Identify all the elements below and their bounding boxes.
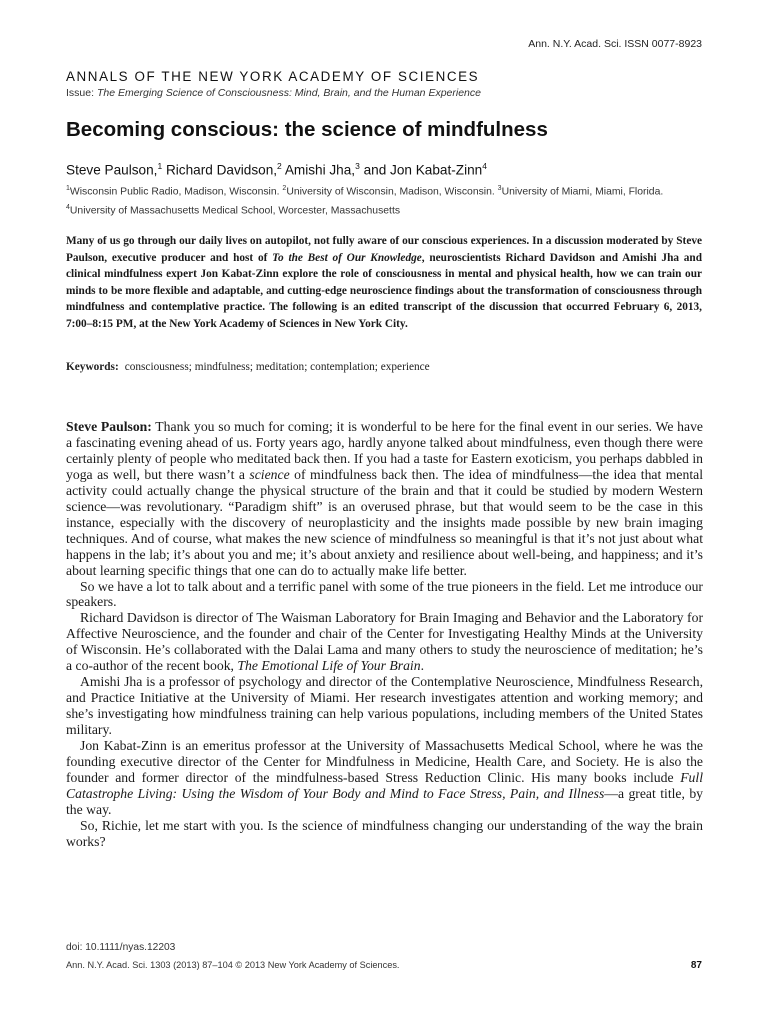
abstract [66,233,702,332]
paragraph-text: Richard Davidson is director of The Waisman Laboratory for Brain Imaging and Behavior and the Laboratory for Affective Neuroscience, and the founder and chair of the Center for Investigating Healthy Minds at the University of Wisconsin. He’s collaborated with the Dalai Lama and many others to study the neuroscience of meditation; he’s a co-author of the recent book, [66,610,703,674]
abstract-program-title: To the Best of Our Knowledge [272,251,422,264]
keywords-list: consciousness; mindfulness; meditation; contemplation; experience [124,361,430,373]
author-affiliation-marker: 2 [277,161,282,171]
paragraph: Amishi Jha is a professor of psychology and director of the Contemplative Neuroscience, Mindfulness Research, and Practice Initiative at the University of Miami. Her research investigates attention and working memory; and she’s investigating how mindfulness training can help various populations, including members of the United States military. [66,674,703,738]
author-affiliation-marker: 4 [482,161,487,171]
keywords-label: Keywords: [66,361,119,373]
author-name: Steve Paulson, [66,162,158,178]
article-body [66,419,703,850]
article-title: Becoming conscious: the science of mindfulness [66,118,548,141]
affiliation-marker: 4 [66,203,70,211]
paragraph-text: Thank you so much for coming; it is wonderful to be here for the final event in our series. We have a fascinating evening ahead of us. Forty years ago, hardly anyone talked about mindfulness, even though there were certainly plenty of people who meditated back then. If you had a taste for Eastern exoticism, you perhaps dabbled in yoga as well, but there wasn’t a [66,419,703,482]
issn-line: Ann. N.Y. Acad. Sci. ISSN 0077-8923 [528,38,702,50]
paragraph: So, Richie, let me start with you. Is the science of mindfulness changing our understanding of the way the brain works? [66,817,703,849]
issue-label: Issue: [66,87,95,99]
citation-line: Ann. N.Y. Acad. Sci. 1303 (2013) 87–104 © 2013 New York Academy of Sciences. [66,960,400,970]
paragraph [66,610,703,674]
affiliation-marker: 1 [66,185,70,192]
affiliation-marker: 2 [282,185,287,192]
paragraph-text: —a great title, by the way. [66,785,704,817]
issue-title: The Emerging Science of Consciousness: Mind, Brain, and the Human Experience [96,87,481,99]
author-name: Amishi Jha, [284,162,356,178]
emphasis-text: science [249,466,290,482]
paragraph: So we have a lot to talk about and a terrific panel with some of the true pioneers in the field. Let me introduce our speakers. [66,578,703,610]
issue-line [66,87,481,99]
speaker-name: Steve Paulson: [66,419,152,434]
author-affiliation-marker: 1 [157,161,163,171]
affiliation-text: University of Wisconsin, Madison, Wisconsin. [286,186,495,198]
author-name: and Jon Kabat-Zinn [363,162,483,178]
paragraph-text: Jon Kabat-Zinn is an emeritus professor at the University of Massachusetts Medical School, where he was the founding executive director of the Center for Mindfulness in Medicine, Health Care, and Society. He is also the founder and former director of the mindfulness-based Stress Reduction Clinic. His many books include [66,738,703,785]
book-title: The Emotional Life of Your Brain [237,658,421,674]
author-name: Richard Davidson, [165,162,278,178]
journal-name: ANNALS OF THE NEW YORK ACADEMY OF SCIENCES [66,69,480,84]
affiliation-text: University of Massachusetts Medical School, Worcester, Massachusetts [69,205,401,217]
affiliation-text: Wisconsin Public Radio, Madison, Wisconsin. [69,186,280,198]
author-list [66,161,487,178]
paragraph [66,738,703,818]
doi-link[interactable]: doi: 10.1111/nyas.12203 [66,942,176,953]
keywords [66,361,430,373]
affiliation-text: University of Miami, Miami, Florida. [501,186,664,198]
paragraph [66,419,703,579]
paragraph-text: of mindfulness back then. The idea of mindfulness—the idea that mental activity could actually change the physical structure of the brain and that it could be studied by modern Western science—was revolutionary. “Paradigm shift” is an overused phrase, but that would seem to be the case in this instance, especially with the discovery of neuroplasticity and the insights made possible by new brain imaging techniques. And of course, what makes the new science of mindfulness so meaningful is that it’s not just about what happens in the lab; it’s about you and me; it’s about anxiety and resilience about well-being, and happiness; and it’s about learning specific things that one can do to actually make life better. [66,466,703,578]
page-number: 87 [690,960,702,971]
paragraph-text: . [420,658,424,674]
author-affiliation-marker: 3 [355,161,360,171]
abstract-text: Many of us go through our daily lives on autopilot, not fully aware of our conscious experiences. In a discussion moderated by Steve Paulson, executive producer and host of [66,235,702,264]
abstract-text: , neuroscientists Richard Davidson and Amishi Jha and clinical mindfulness expert Jon Kabat-Zinn explore the role of consciousness in mental and physical health, how we can train our minds to be more flexible and adaptable, and cutting-edge neuroscience findings about the transformation of consciousness through mindfulness and contemplative practice. The following is an edited transcript of the discussion that occurred February 6, 2013, 7:00–8:15 PM, at the New York Academy of Sciences in New York City. [66,251,702,330]
book-title: Full Catastrophe Living: Using the Wisdom of Your Body and Mind to Face Stress, Pain, and Illness [66,769,703,801]
affiliations [66,181,702,219]
affiliation-marker: 3 [497,185,502,192]
